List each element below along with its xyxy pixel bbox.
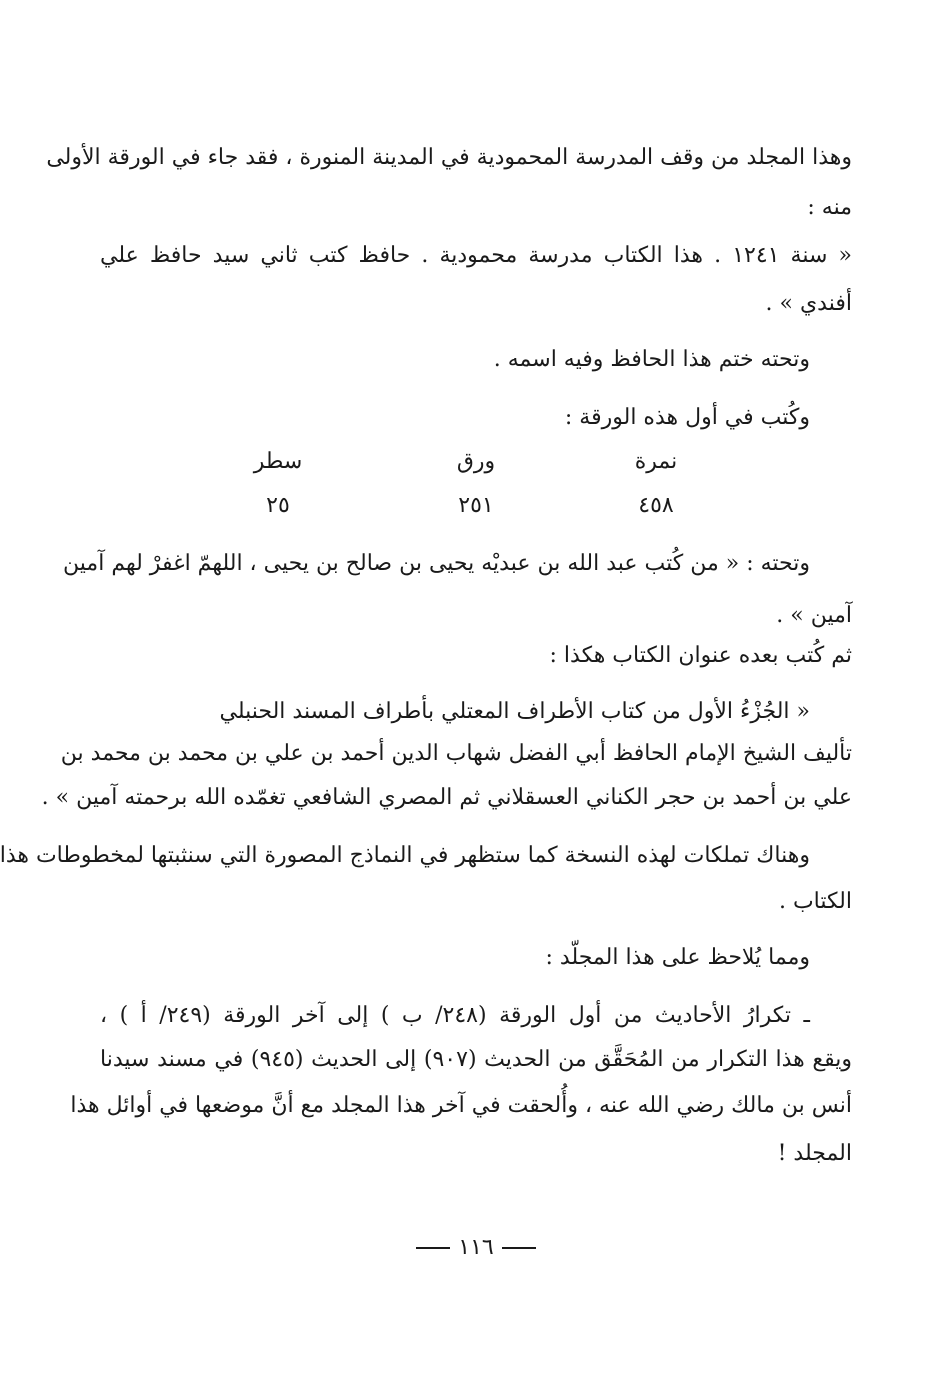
paragraph-line: وهذا المجلد من وقف المدرسة المحمودية في المدينة المنورة ، فقد جاء في الورقة الأولى [46, 145, 852, 170]
observation-line: المجلد ! [777, 1141, 852, 1166]
quote-line: أفندي » . [765, 291, 852, 316]
observations-intro: ومما يُلاحظ على هذا المجلّد : [545, 945, 810, 970]
ownership-note-line: وتحته : « من كُتب عبد الله بن عبديْه يحيى بن صالح بن يحيى ، اللهمّ اغفرْ لهم آمين [63, 551, 810, 576]
ownership-note-line: آمين » . [776, 603, 852, 628]
seal-note: وتحته ختم هذا الحافظ وفيه اسمه . [493, 347, 810, 372]
paragraph-line: منه : [807, 195, 852, 220]
table-value-cell: ٤٥٨ [638, 493, 674, 518]
observation-line: أنس بن مالك رضي الله عنه ، وأُلحقت في آخر هذا المجلد مع أنَّ موضعها في أوائل هذا [70, 1093, 852, 1118]
footer-dash [416, 1247, 450, 1249]
page-number: ١١٦ [458, 1235, 494, 1260]
observation-line: ويقع هذا التكرار من المُحَقَّق من الحديث (٩٠٧) إلى الحديث (٩٤٥) في مسند سيدنا [100, 1047, 852, 1072]
written-note: وكُتب في أول هذه الورقة : [564, 405, 810, 430]
table-value-cell: ٢٥١ [458, 493, 494, 518]
title-quote-line: « الجُزْءُ الأول من كتاب الأطراف المعتلي بأطراف المسند الحنبلي [219, 699, 810, 724]
title-quote-line: علي بن أحمد بن حجر الكناني العسقلاني ثم المصري الشافعي تغمّده الله برحمته آمين » . [41, 785, 852, 810]
ownerships-paragraph-line: الكتاب . [778, 889, 852, 914]
table-header-cell: نمرة [634, 449, 678, 474]
table-header-cell: سطر [253, 449, 303, 474]
quote-line: « سنة ١٢٤١ . هذا الكتاب مدرسة محمودية . حافظ كتب ثاني سيد حافظ علي [100, 243, 852, 268]
table-header-cell: ورق [456, 449, 496, 474]
ownerships-paragraph-line: وهناك تملكات لهذه النسخة كما ستظهر في النماذج المصورة التي سنثبتها لمخطوطات هذا [0, 843, 810, 868]
table-value-cell: ٢٥ [266, 493, 290, 518]
observation-line: ـ تكرارُ الأحاديث من أول الورقة (٢٤٨/ ب ) إلى آخر الورقة (٢٤٩/ أ ) ، [100, 1003, 810, 1028]
page-footer [100, 1232, 852, 1264]
title-intro: ثم كُتب بعده عنوان الكتاب هكذا : [549, 643, 852, 668]
footer-dash [502, 1247, 536, 1249]
record-table-values [100, 490, 852, 522]
record-table-header [100, 446, 852, 478]
title-quote-line: تأليف الشيخ الإمام الحافظ أبي الفضل شهاب الدين أحمد بن علي بن محمد بن محمد بن [60, 741, 852, 766]
